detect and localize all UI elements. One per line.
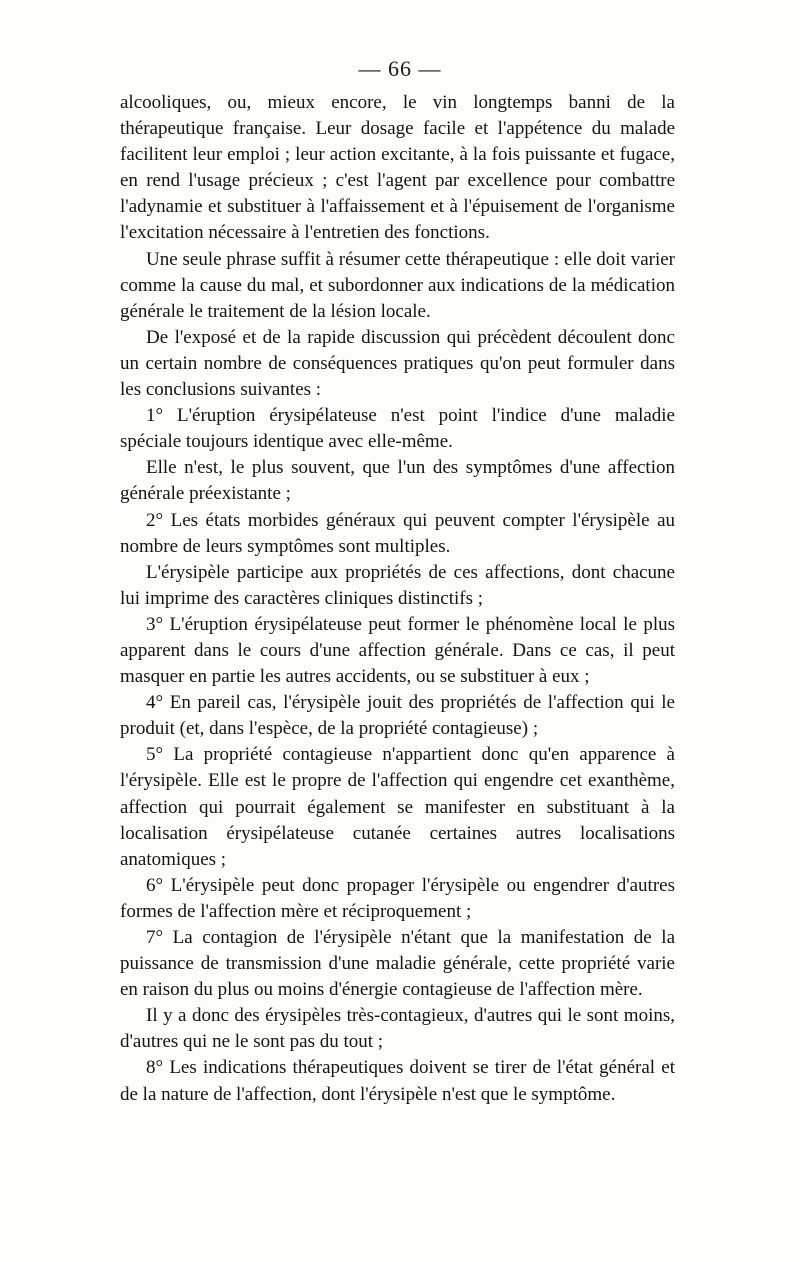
paragraph-conclusions-intro: De l'exposé et de la rapide discussion qui précèdent découlent donc un certain nombre de conséquences pratiques qu'on peut formuler dans les conclusions suivantes : [120, 326, 675, 401]
conclusion-7: 7° La contagion de l'érysipèle n'étant que la manifestation de la puissance de transmission d'une maladie générale, cette propriété varie en raison du plus ou moins d'énergie contagieuse de l'affection mère. [120, 927, 675, 1001]
conclusion-5: 5° La propriété contagieuse n'appartient donc qu'en apparence à l'érysipèle. Elle est le propre de l'affection qui engendre cet exanthème, affection qui pourrait également se manifester en substituant à la localisation érysipélateuse cutanée certaines autres localisations anatomiques ; [120, 744, 675, 870]
conclusion-3: 3° L'éruption érysipélateuse peut former le phénomène local le plus apparent dans le cours d'une affection générale. Dans ce cas, il peut masquer en partie les autres accidents, ou se substituer à eux ; [120, 613, 675, 688]
conclusion-1-note: Elle n'est, le plus souvent, que l'un des symptômes d'une affection générale préexistante ; [120, 457, 675, 505]
conclusion-4: 4° En pareil cas, l'érysipèle jouit des propriétés de l'affection qui le produit (et, dans l'espèce, de la propriété contagieuse) ; [120, 692, 675, 740]
body-text [120, 90, 675, 1108]
paragraph-therapeutic-summary: Une seule phrase suffit à résumer cette thérapeutique : elle doit varier comme la cause du mal, et subordonner aux indications de la médication générale le traitement de la lésion locale. [120, 248, 675, 322]
conclusion-7-note: Il y a donc des érysipèles très-contagieux, d'autres qui le sont moins, d'autres qui ne le sont pas du tout ; [120, 1005, 675, 1053]
conclusion-6: 6° L'érysipèle peut donc propager l'érysipèle ou engendrer d'autres formes de l'affection mère et réciproquement ; [120, 874, 675, 922]
paragraph-continuation: alcooliques, ou, mieux encore, le vin longtemps banni de la thérapeutique française. Leur dosage facile et l'appétence du malade facilitent leur emploi ; leur action excitante, à la fois puissante et fugace, en rend l'usage précieux ; c'est l'agent par excellence pour combattre l'adynamie et substituer à l'affaissement et à l'épuisement de l'organisme l'excitation nécessaire à l'entretien des fonctions. [120, 92, 675, 244]
conclusion-1: 1° L'éruption érysipélateuse n'est point l'indice d'une maladie spéciale toujours identique avec elle-même. [120, 405, 675, 453]
conclusion-2-note: L'érysipèle participe aux propriétés de ces affections, dont chacune lui imprime des caractères cliniques distinctifs ; [120, 561, 675, 609]
conclusion-2: 2° Les états morbides généraux qui peuvent compter l'érysipèle au nombre de leurs symptômes sont multiples. [120, 509, 675, 557]
conclusion-8: 8° Les indications thérapeutiques doivent se tirer de l'état général et de la nature de l'affection, dont l'érysipèle n'est que le symptôme. [120, 1057, 675, 1105]
page-number: — 66 — [358, 56, 442, 81]
